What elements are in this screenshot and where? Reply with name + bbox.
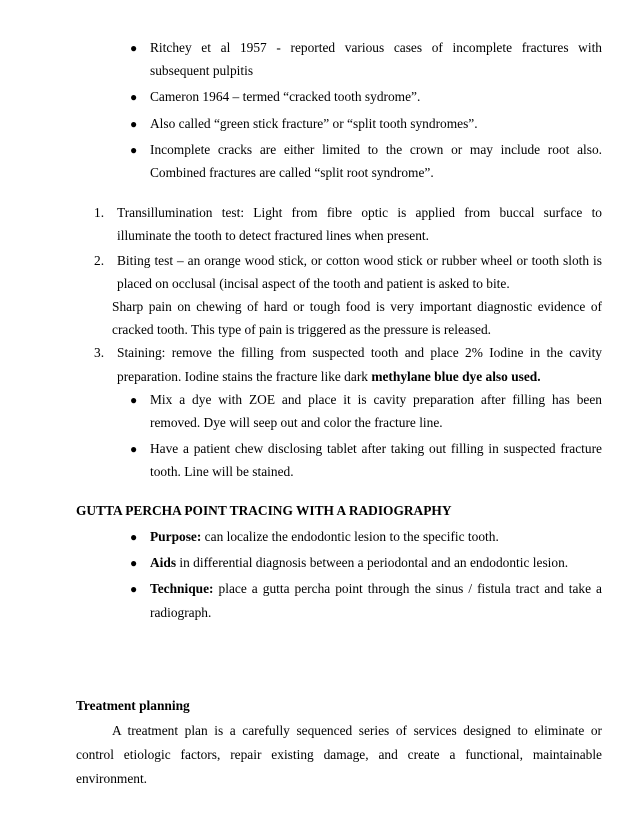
list-text: placed on occlusal (incisal aspect of the tooth and patient is asked to bite. — [117, 276, 510, 291]
bullet-label: Purpose: — [150, 529, 202, 544]
bullet-body: in differential diagnosis between a periodontal and an endodontic lesion. — [176, 555, 569, 570]
bullet-text: Cameron 1964 – termed “cracked tooth sydrome”. — [150, 89, 421, 104]
bullet-text: removed. Dye will seep out and color the fracture line. — [150, 415, 443, 430]
bullet-text: Ritchey et al 1957 - reported various cases of incomplete fractures with — [150, 40, 602, 55]
bullet-text: subsequent pulpitis — [150, 63, 254, 78]
bullet-text — [150, 581, 602, 597]
bullet-text: Also called “green stick fracture” or “split tooth syndromes”. — [150, 116, 478, 131]
bullet-label: Technique: — [150, 581, 214, 596]
bullet-icon: ● — [130, 117, 138, 131]
list-number: 3. — [94, 345, 105, 360]
list-text: Transillumination test: Light from fibre optic is applied from buccal surface to — [117, 205, 602, 220]
bullet-text — [150, 529, 499, 545]
treatment-planning-heading: Treatment planning — [76, 698, 190, 713]
note-text: cracked tooth. This type of pain is triggered as the pressure is released. — [112, 322, 492, 337]
list-text-plain: preparation. Iodine stains the fracture like dark — [117, 369, 372, 384]
list-text: Staining: remove the filling from suspected tooth and place 2% Iodine in the cavity — [117, 345, 602, 360]
bullet-label: Aids — [150, 555, 177, 570]
list-number: 1. — [94, 205, 105, 220]
gutta-percha-heading: GUTTA PERCHA POINT TRACING WITH A RADIOGRAPHY — [76, 503, 452, 518]
bullet-icon: ● — [130, 530, 138, 544]
paragraph-line: A treatment plan is a carefully sequenced series of services designed to eliminate or — [112, 723, 602, 738]
list-text-bold: methylane blue dye also used. — [371, 369, 541, 384]
paragraph-line: control etiologic factors, repair existing damage, and create a functional, maintainable — [76, 747, 602, 762]
list-text: illuminate the tooth to detect fractured lines when present. — [117, 228, 429, 243]
paragraph-line: environment. — [76, 771, 148, 786]
bullet-body: place a gutta percha point through the sinus / fistula tract and take a — [213, 581, 602, 596]
bullet-icon: ● — [130, 442, 138, 456]
list-text — [117, 369, 541, 385]
bullet-text: Combined fractures are called “split root syndrome”. — [150, 165, 434, 180]
bullet-text: radiograph. — [150, 605, 212, 620]
bullet-text: Have a patient chew disclosing tablet after taking out filling in suspected fracture — [150, 441, 602, 456]
bullet-icon: ● — [130, 556, 138, 570]
bullet-icon: ● — [130, 582, 138, 596]
bullet-body: can localize the endodontic lesion to the specific tooth. — [201, 529, 499, 544]
bullet-icon: ● — [130, 393, 138, 407]
bullet-icon: ● — [130, 41, 138, 55]
bullet-text — [150, 555, 568, 571]
list-text: Biting test – an orange wood stick, or cotton wood stick or rubber wheel or tooth sloth is — [117, 253, 602, 268]
bullet-icon: ● — [130, 143, 138, 157]
bullet-text: Mix a dye with ZOE and place it is cavity preparation after filling has been — [150, 392, 602, 407]
bullet-text: tooth. Line will be stained. — [150, 464, 294, 479]
bullet-icon: ● — [130, 90, 138, 104]
bullet-text: Incomplete cracks are either limited to the crown or may include root also. — [150, 142, 602, 157]
list-number: 2. — [94, 253, 105, 268]
note-text: Sharp pain on chewing of hard or tough food is very important diagnostic evidence of — [112, 299, 602, 314]
